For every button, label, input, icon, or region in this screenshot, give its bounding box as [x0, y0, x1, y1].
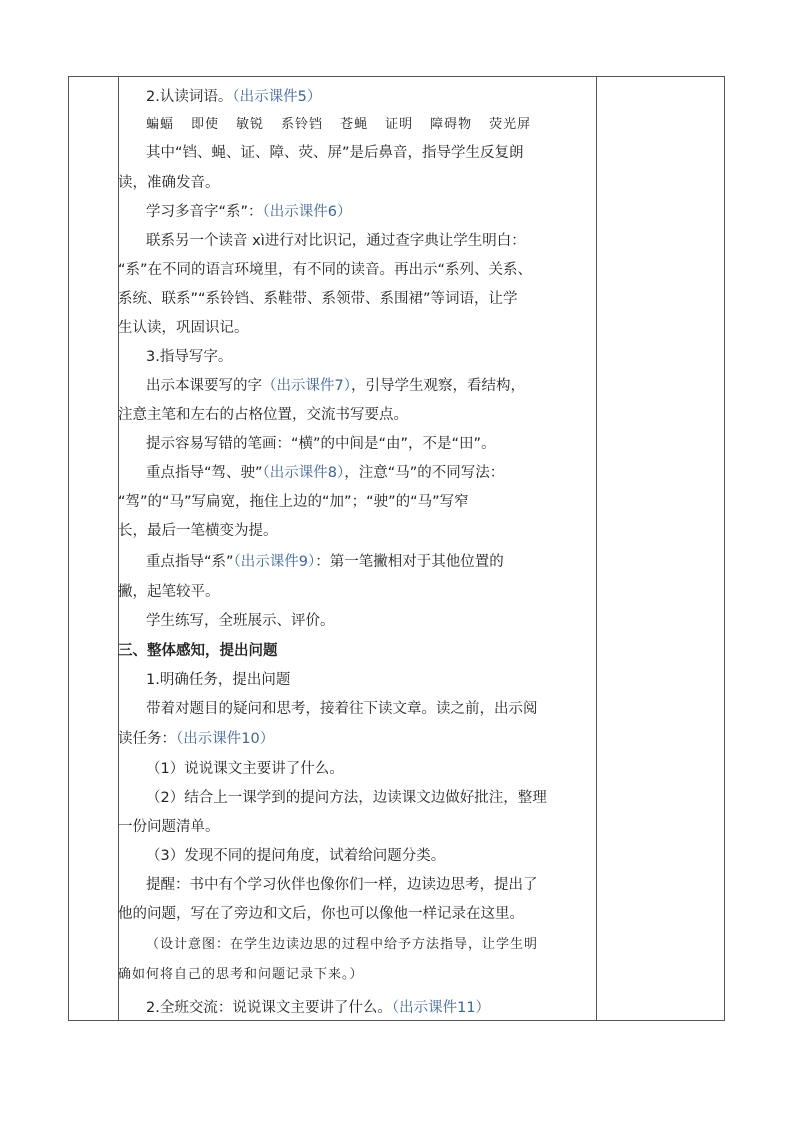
- paragraph: 联系另一个读音 xì进行对比识记，通过查字典让学生明白：: [146, 233, 526, 249]
- task-item: （1）说说课文主要讲了什么。: [146, 761, 344, 777]
- paragraph: 带着对题目的疑问和思考，接着往下读文章。读之前，出示阅: [146, 701, 538, 717]
- paragraph: 重点指导“驾、驶”（出示课件8），注意“马”的不同写法：: [146, 465, 505, 481]
- paragraph: 学习多音字“系”：（出示课件6）: [146, 204, 352, 220]
- column-divider-right: [596, 77, 597, 1020]
- paragraph: “系”在不同的语言环境里，有不同的读音。再出示“系列、关系、: [118, 262, 533, 278]
- section-writing-guidance: 3.指导写字。: [146, 349, 233, 365]
- subsection-title: 1.明确任务，提出问题: [146, 672, 291, 688]
- paragraph: 系统、联系”“系铃铛、系鞋带、系领带、系围裙”等词语，让学: [118, 291, 518, 307]
- subsection-title: 2.全班交流：说说课文主要讲了什么。（出示课件11）: [146, 1000, 491, 1016]
- task-item: （3）发现不同的提问角度，试着给问题分类。: [146, 848, 446, 864]
- paragraph: 长，最后一笔横变为提。: [118, 523, 278, 539]
- design-intent-note: （设计意图：在学生边读边思的过程中给予方法指导，让学生明: [146, 937, 539, 952]
- paragraph: “驾”的“马”写扁宽，拖住上边的“加”；“驶”的“马”写窄: [118, 494, 469, 510]
- part-heading: 三、整体感知，提出问题: [118, 643, 278, 659]
- paragraph: 提示容易写错的笔画：“横”的中间是“由”，不是“田”。: [146, 436, 496, 452]
- paragraph: 撇，起笔较平。: [118, 584, 220, 600]
- paragraph: 生认读，巩固识记。: [118, 320, 249, 336]
- paragraph: 重点指导“系”（出示课件9）：第一笔撇相对于其他位置的: [146, 554, 504, 570]
- paragraph: 读任务：（出示课件10）: [118, 731, 275, 747]
- paragraph: 其中“铛、蝇、证、障、荧、屏”是后鼻音，指导学生反复朗: [146, 145, 524, 161]
- vocabulary-list: 蝙蝠 即使 敏锐 系铃铛 苍蝇 证明 障碍物 荧光屏: [146, 117, 532, 132]
- task-item: （2）结合上一课学到的提问方法，边读课文边做好批注，整理: [146, 790, 547, 806]
- paragraph: 出示本课要写的字（出示课件7），引导学生观察，看结构，: [146, 378, 525, 394]
- section-recognize-words: 2.认读词语。（出示课件5）: [146, 89, 322, 105]
- reminder-paragraph: 提醒：书中有个学习伙伴也像你们一样，边读边思考，提出了: [146, 877, 538, 893]
- column-divider-left: [118, 77, 119, 1020]
- paragraph: 注意主笔和左右的占格位置，交流书写要点。: [118, 407, 408, 423]
- paragraph: 读，准确发音。: [118, 175, 220, 191]
- paragraph: 学生练写，全班展示、评价。: [146, 613, 335, 629]
- paragraph: 一份问题清单。: [118, 819, 220, 835]
- paragraph: 他的问题，写在了旁边和文后，你也可以像他一样记录在这里。: [118, 906, 524, 922]
- design-intent-note: 确如何将自己的思考和问题记录下来。）: [118, 967, 364, 982]
